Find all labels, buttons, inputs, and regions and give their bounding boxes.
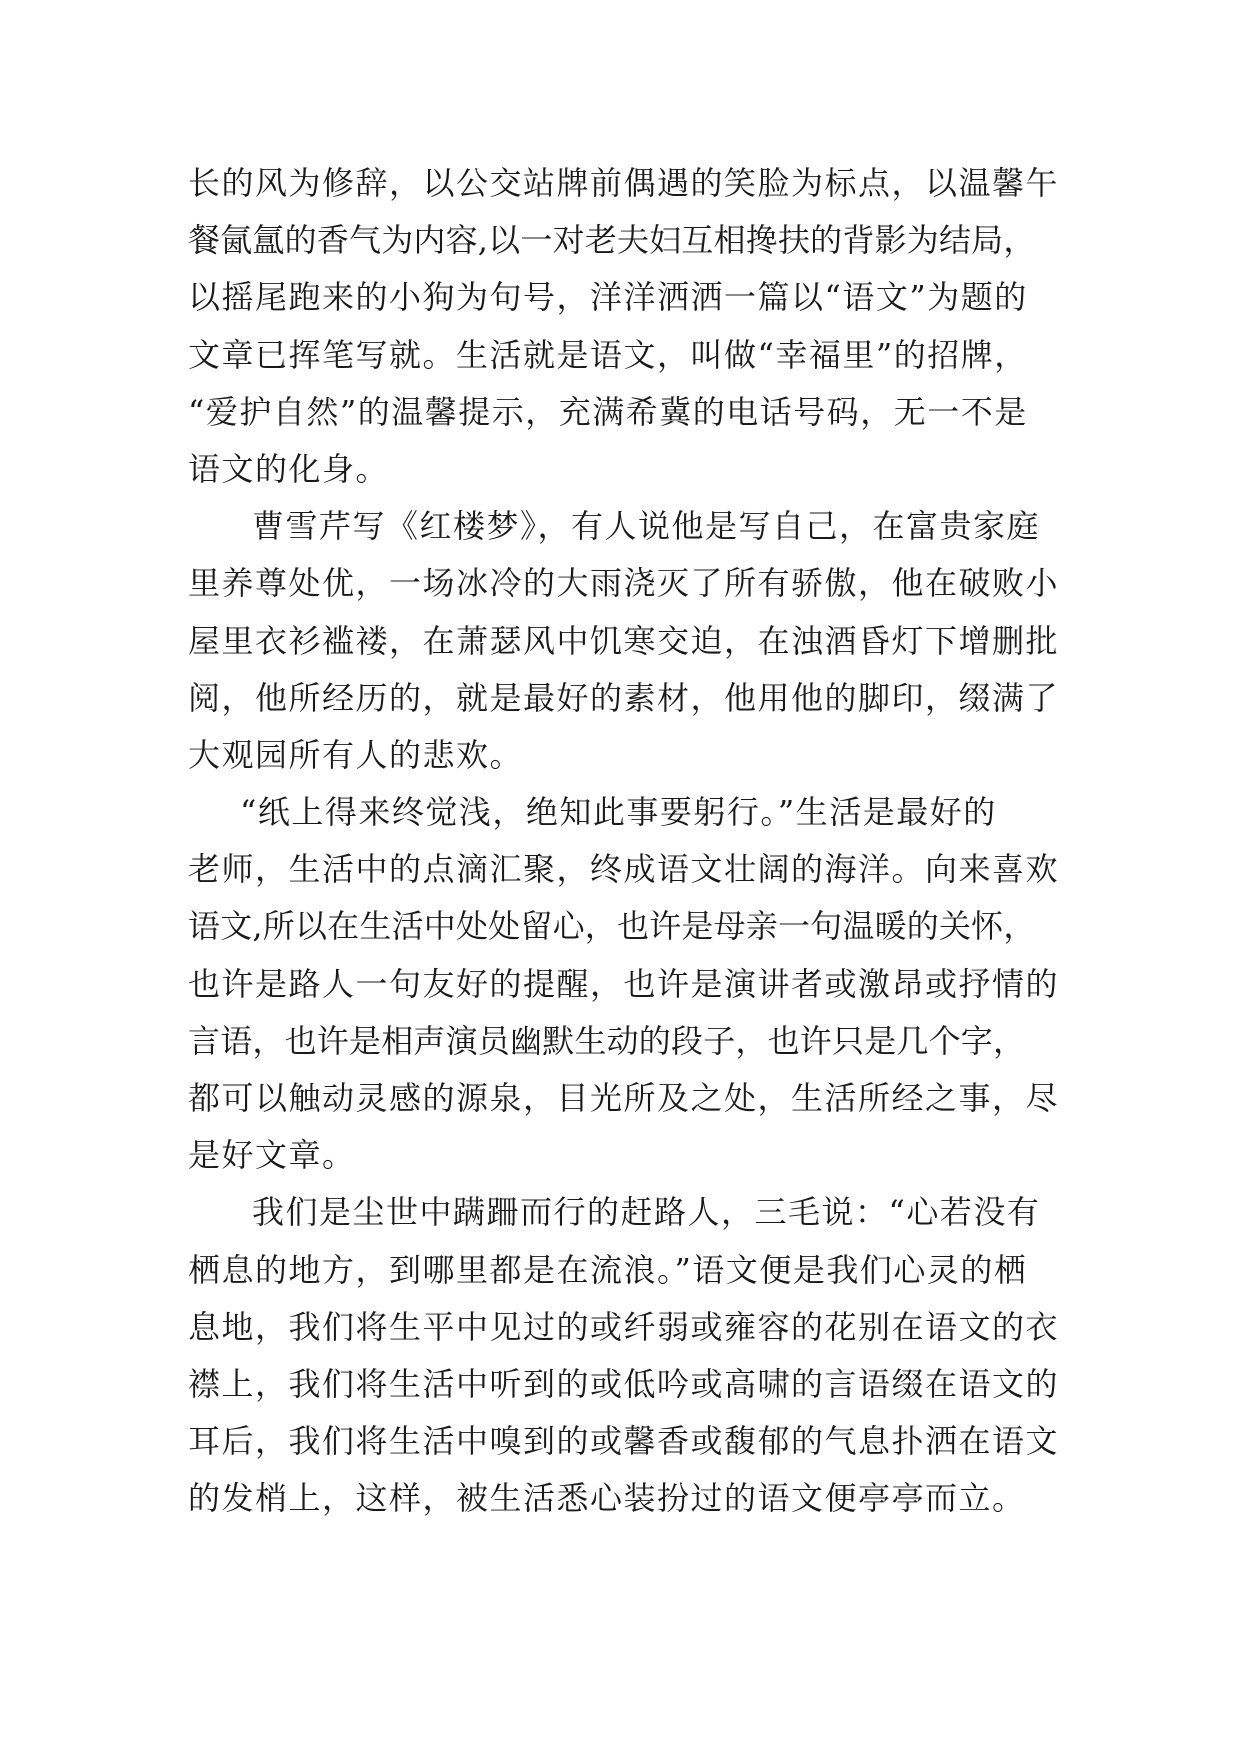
text-line: 是好文章。 xyxy=(188,1136,356,1175)
text-line: 栖息的地方，到哪里都是在流浪。”语文便是我们心灵的栖 xyxy=(188,1250,1028,1289)
text-line: 阅，他所经历的，就是最好的素材，他用他的脚印，缀满了 xyxy=(188,678,1060,717)
text-line: 语文的化身。 xyxy=(188,449,390,488)
text-line: 老师，生活中的点滴汇聚，终成语文壮阔的海洋。向来喜欢 xyxy=(188,850,1060,889)
text-line: 的发梢上，这样，被生活悉心装扮过的语文便亭亭而立。 xyxy=(188,1479,1026,1518)
text-line: 餐氤氲的香气为内容,以一对老夫妇互相搀扶的背影为结局， xyxy=(188,221,1036,260)
text-line: 也许是路人一句友好的提醒，也许是演讲者或激昂或抒情的 xyxy=(188,964,1060,1003)
text-line: 息地，我们将生平中见过的或纤弱或雍容的花别在语文的衣 xyxy=(188,1307,1060,1346)
text-line: 屋里衣衫褴褛，在萧瑟风中饥寒交迫，在浊酒昏灯下增删批 xyxy=(188,621,1060,660)
paragraph-first-line: 曹雪芹写《红楼梦》，有人说他是写自己，在富贵家庭 xyxy=(252,507,1041,546)
text-line: 文章已挥笔写就。生活就是语文，叫做“幸福里”的招牌， xyxy=(188,335,1028,374)
paragraph-first-line: 我们是尘世中蹒跚而行的赶路人，三毛说：“心若没有 xyxy=(252,1193,1041,1232)
text-line: 以摇尾跑来的小狗为句号，洋洋洒洒一篇以“语文”为题的 xyxy=(188,278,1028,317)
text-line: “爱护自然”的温馨提示，充满希冀的电话号码，无一不是 xyxy=(188,392,1028,431)
text-line: 语文,所以在生活中处处留心，也许是母亲一句温暖的关怀， xyxy=(188,907,1036,946)
text-line: 耳后，我们将生活中嗅到的或馨香或馥郁的气息扑洒在语文 xyxy=(188,1422,1060,1461)
text-line: 里养尊处优，一场冰冷的大雨浇灭了所有骄傲，他在破败小 xyxy=(188,564,1060,603)
text-line: 大观园所有人的悲欢。 xyxy=(188,735,524,774)
text-line: 都可以触动灵感的源泉，目光所及之处，生活所经之事，尽 xyxy=(188,1079,1060,1117)
body-text xyxy=(188,155,1068,1528)
text-line: 襟上，我们将生活中听到的或低吟或高啸的言语缀在语文的 xyxy=(188,1364,1060,1403)
text-line: 长的风为修辞，以公交站牌前偶遇的笑脸为标点，以温馨午 xyxy=(188,164,1060,202)
text-line: 言语，也许是相声演员幽默生动的段子，也许只是几个字， xyxy=(188,1021,1026,1060)
paragraph-first-line: “纸上得来终觉浅，绝知此事要躬行。”生活是最好的 xyxy=(240,793,997,832)
